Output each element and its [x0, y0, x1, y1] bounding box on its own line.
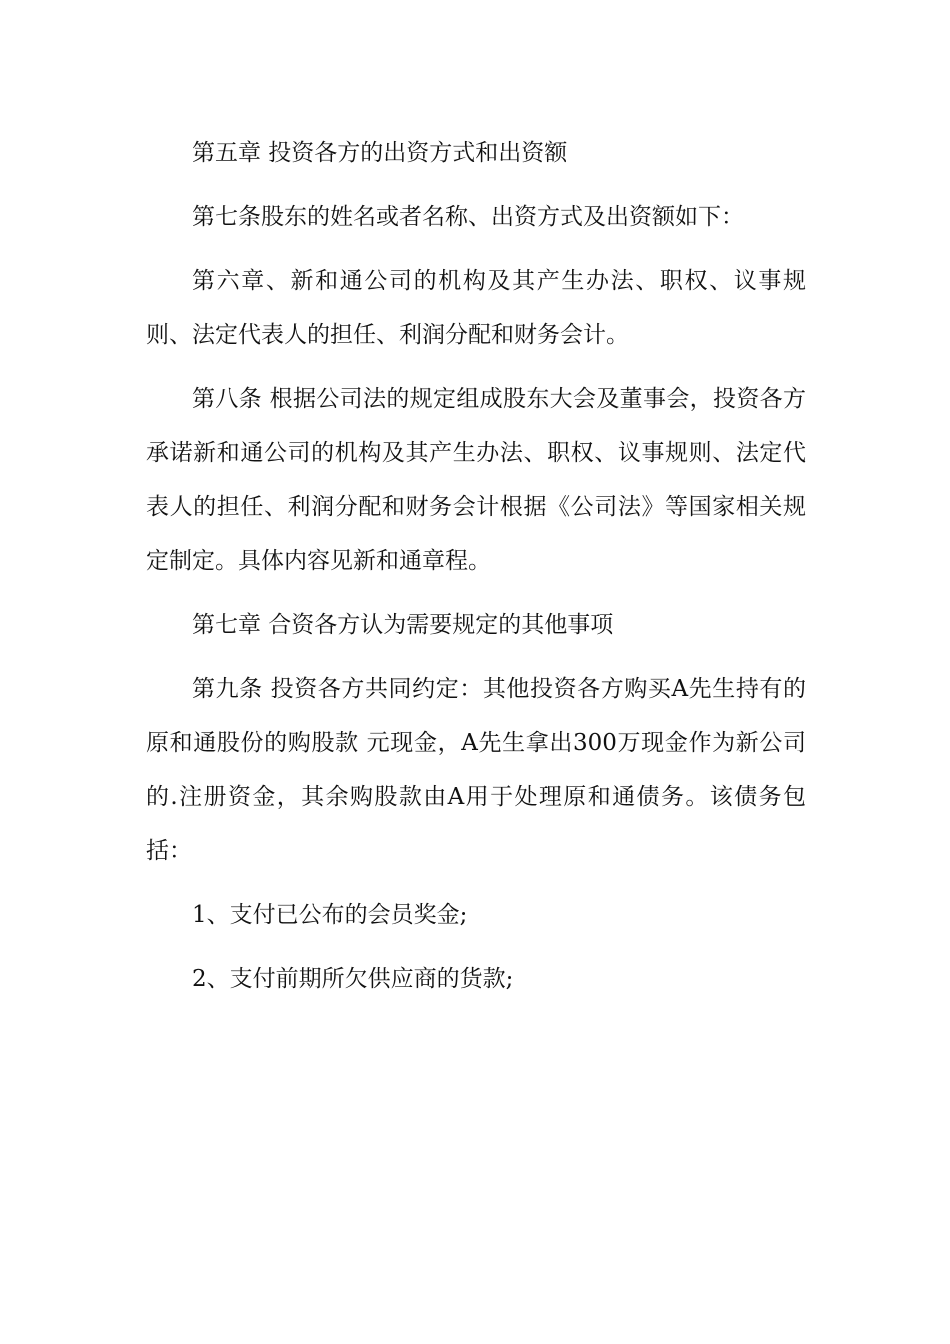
document-body — [146, 126, 806, 1006]
article-nine: 第九条 投资各方共同约定：其他投资各方购买A先生持有的原和通股份的购股款 元现金，A先生拿出300万现金作为新公司的.注册资金，其余购股款由A用于处理原和通债务。该债务包括： — [146, 676, 806, 864]
chapter-five-heading: 第五章 投资各方的出资方式和出资额 — [192, 140, 568, 166]
paragraph-gap — [146, 942, 806, 952]
paragraph-gap — [146, 244, 806, 254]
chapter-six-heading: 第六章、新和通公司的机构及其产生办法、职权、议事规则、法定代表人的担任、利润分配和财务会计。 — [146, 268, 806, 348]
paragraph-gap — [146, 878, 806, 888]
paragraph-gap — [146, 362, 806, 372]
article-seven: 第七条股东的姓名或者名称、出资方式及出资额如下： — [192, 204, 744, 230]
list-item-1: 1、支付已公布的会员奖金; — [192, 902, 468, 928]
list-item-2: 2、支付前期所欠供应商的货款; — [192, 966, 514, 992]
paragraph-gap — [146, 180, 806, 190]
chapter-seven-heading: 第七章 合资各方认为需要规定的其他事项 — [192, 612, 614, 638]
paragraph-gap — [146, 652, 806, 662]
article-eight: 第八条 根据公司法的规定组成股东大会及董事会，投资各方承诺新和通公司的机构及其产生办法、职权、议事规则、法定代表人的担任、利润分配和财务会计根据《公司法》等国家相关规定制定。具体内容见新和通章程。 — [146, 386, 806, 574]
paragraph-gap — [146, 588, 806, 598]
